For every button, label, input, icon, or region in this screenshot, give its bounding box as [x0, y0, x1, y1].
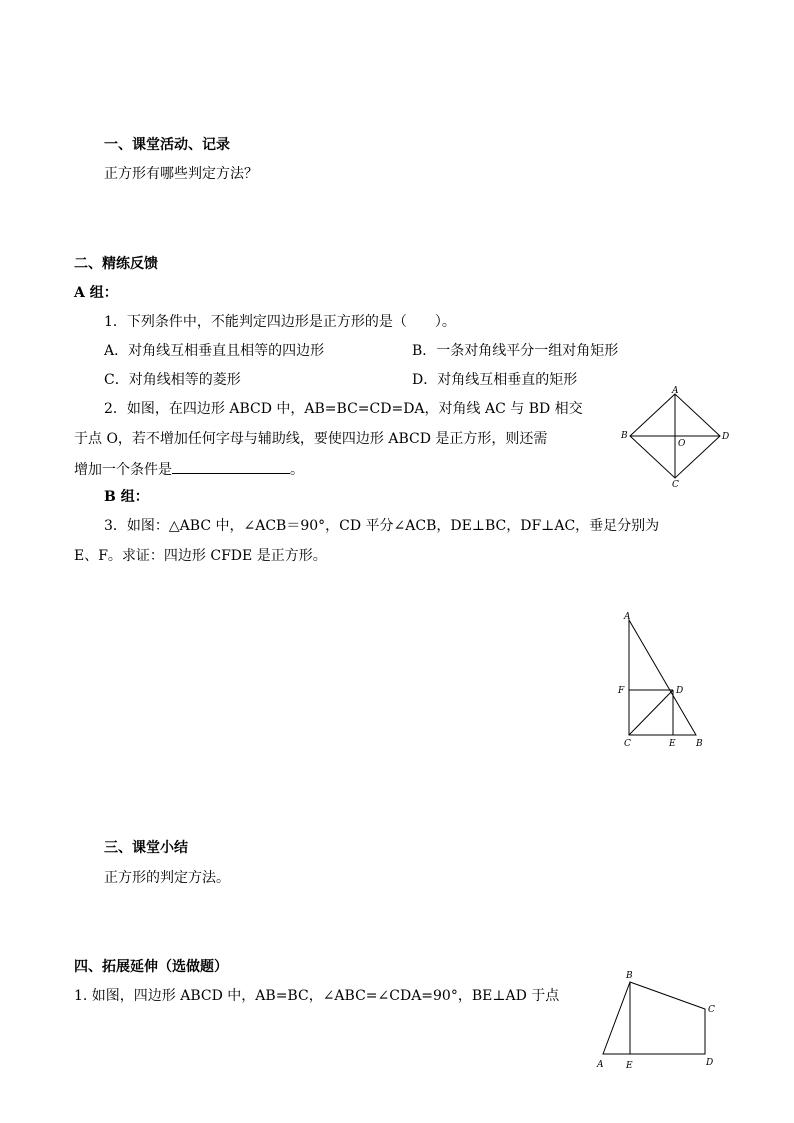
segment-cd: [629, 690, 673, 735]
group-a-label: A 组：: [74, 285, 118, 301]
label-a: A: [597, 1060, 604, 1070]
label-b: B: [696, 739, 703, 749]
label-o: O: [678, 439, 686, 449]
label-a: A: [624, 612, 631, 622]
q2-line2: 于点 O，若不增加任何字母与辅助线，要使四边形 ABCD 是正方形，则还需: [74, 431, 548, 447]
q2-line3: [74, 458, 304, 480]
section3-heading: 三、课堂小结: [104, 840, 188, 856]
q2-answer-blank[interactable]: [172, 458, 290, 474]
q1-option-c: C．对角线相等的菱形: [104, 372, 241, 388]
quadrilateral-figure: [592, 966, 722, 1076]
rhombus-figure: [618, 386, 730, 490]
q1-option-a: A．对角线互相垂直且相等的四边形: [104, 343, 325, 359]
triangle-figure: [616, 608, 716, 748]
section3-text: 正方形的判定方法。: [104, 870, 230, 886]
section4-q1: 1. 如图，四边形 ABCD 中，AB=BC，∠ABC=∠CDA=90°，BE⊥AD 于点: [74, 988, 560, 1004]
q2-line3-text: 增加一个条件是: [74, 462, 172, 478]
label-f: F: [618, 686, 625, 696]
q3-line2: E、F。求证：四边形 CFDE 是正方形。: [74, 548, 327, 564]
section4-heading: 四、拓展延伸（选做题）: [74, 959, 228, 975]
q1-option-b: B．一条对角线平分一组对角矩形: [412, 343, 619, 359]
q1-option-d: D．对角线互相垂直的矩形: [412, 372, 578, 388]
label-e: E: [669, 739, 676, 749]
label-c: C: [672, 480, 679, 490]
label-b: B: [621, 431, 628, 441]
label-a: A: [672, 386, 679, 396]
triangle-outline: [629, 620, 696, 735]
section1-question: 正方形有哪些判定方法？: [104, 166, 258, 182]
label-b: B: [626, 971, 633, 981]
label-d: D: [676, 686, 684, 696]
q2-line1: 2．如图，在四边形 ABCD 中，AB=BC=CD=DA，对角线 AC 与 BD 相交: [104, 401, 583, 417]
group-b-label: B 组：: [104, 489, 149, 505]
quadrilateral-outline: [603, 982, 705, 1054]
label-c: C: [624, 739, 631, 749]
label-c: C: [708, 1005, 715, 1015]
q2-line3-end: 。: [290, 462, 304, 478]
section2-heading: 二、精练反馈: [74, 256, 158, 272]
label-d: D: [722, 432, 730, 442]
q3-line1: 3．如图：△ABC 中，∠ACB＝90°，CD 平分∠ACB，DE⊥BC，DF⊥AC，垂足分别为: [104, 518, 660, 534]
label-e: E: [626, 1061, 633, 1071]
q1-stem: 1．下列条件中，不能判定四边形是正方形的是（ ）。: [104, 314, 456, 330]
section1-heading: 一、课堂活动、记录: [104, 137, 230, 153]
label-d: D: [706, 1058, 714, 1068]
